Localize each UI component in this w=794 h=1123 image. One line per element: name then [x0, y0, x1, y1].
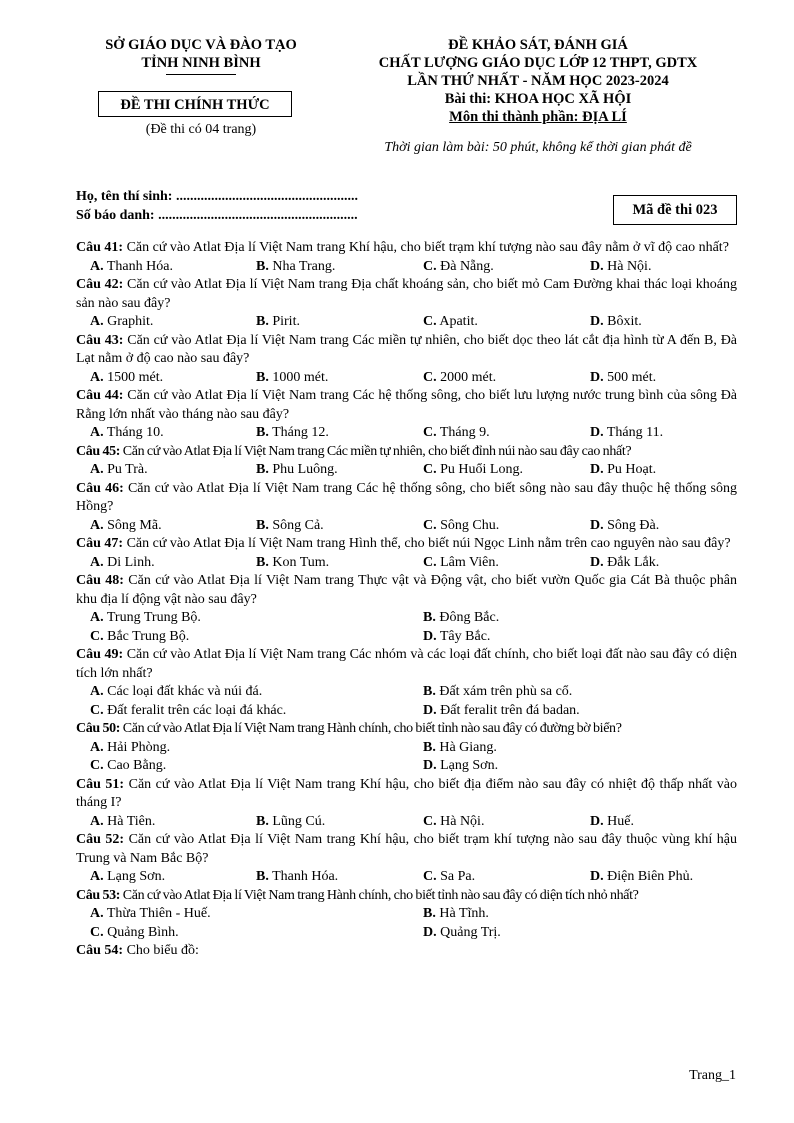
- answer-option: [423, 369, 496, 388]
- option-letter: C.: [90, 758, 104, 773]
- option-text: Pu Huổi Long.: [440, 462, 523, 477]
- option-letter: D.: [590, 258, 604, 274]
- answer-option: [90, 868, 165, 887]
- answer-option: [423, 905, 489, 924]
- question-item: [76, 572, 737, 646]
- option-text: Pu Hoạt.: [607, 462, 657, 477]
- answer-option: [423, 813, 484, 832]
- question-text: [76, 387, 737, 424]
- answer-option: [423, 757, 498, 776]
- answer-options: [76, 905, 737, 942]
- option-letter: A.: [90, 739, 104, 755]
- question-text: [76, 332, 737, 369]
- question-number: Câu 43:: [76, 332, 124, 348]
- question-number: Câu 52:: [76, 832, 125, 847]
- exam-title-line2: CHẤT LƯỢNG GIÁO DỤC LỚP 12 THPT, GDTX: [378, 55, 698, 71]
- option-text: Hà Giang.: [439, 739, 497, 755]
- answer-option: [256, 258, 335, 277]
- option-text: Tháng 11.: [606, 425, 664, 440]
- option-text: Hà Tĩnh.: [439, 906, 489, 921]
- answer-options: [76, 813, 737, 832]
- option-text: 1000 mét.: [272, 369, 329, 385]
- question-item: [76, 776, 737, 832]
- option-letter: D.: [590, 425, 604, 440]
- option-letter: A.: [90, 684, 104, 699]
- answer-option: [590, 313, 642, 332]
- option-text: Lâm Viên.: [440, 554, 499, 570]
- option-text: Đất xám trên phù sa cổ.: [439, 684, 573, 699]
- question-text: [76, 831, 737, 868]
- answer-option: [590, 369, 656, 388]
- option-letter: D.: [590, 517, 604, 533]
- question-item: [76, 720, 737, 776]
- option-letter: D.: [590, 869, 604, 884]
- option-text: Lạng Sơn.: [440, 758, 499, 773]
- question-text: [76, 535, 737, 554]
- question-item: [76, 887, 737, 943]
- question-number: Câu 47:: [76, 536, 124, 551]
- option-text: Phu Luông.: [272, 462, 338, 477]
- exam-test-name: Bài thi: KHOA HỌC XÃ HỘI: [444, 91, 632, 107]
- answer-option: [256, 517, 324, 536]
- option-letter: C.: [423, 462, 437, 477]
- option-letter: A.: [90, 462, 104, 477]
- header-divider: [166, 74, 236, 75]
- option-text: Hà Tiên.: [107, 813, 156, 829]
- option-text: Sông Chu.: [440, 517, 500, 533]
- question-stem: Cho biểu đồ:: [126, 943, 199, 958]
- question-number: Câu 49:: [76, 647, 124, 662]
- option-text: Các loại đất khác và núi đá.: [107, 684, 263, 699]
- option-letter: B.: [256, 314, 269, 329]
- answer-option: [590, 517, 659, 536]
- answer-option: [90, 683, 262, 702]
- option-letter: D.: [590, 462, 604, 477]
- answer-option: [256, 554, 329, 573]
- answer-options: [76, 313, 737, 332]
- option-text: Sa Pa.: [440, 869, 476, 884]
- answer-option: [423, 258, 494, 277]
- answer-option: [90, 369, 163, 388]
- option-letter: B.: [256, 462, 269, 477]
- question-item: [76, 443, 737, 480]
- option-text: Sông Đà.: [607, 517, 660, 533]
- option-letter: B.: [423, 684, 436, 699]
- question-number: Câu 44:: [76, 388, 124, 403]
- option-text: Đông Bắc.: [439, 610, 500, 625]
- province-name: TỈNH NINH BÌNH: [141, 55, 261, 71]
- question-number: Câu 53:: [76, 887, 121, 903]
- answer-option: [423, 628, 490, 647]
- answer-option: [423, 868, 475, 887]
- question-stem: Căn cứ vào Atlat Địa lí Việt Nam trang Thực vật và Động vật, cho biết vườn Quốc gia Cát Bà thuộc phân khu địa lí động vật nào sau đây?: [76, 573, 737, 607]
- answer-option: [423, 609, 499, 628]
- option-letter: B.: [256, 517, 269, 533]
- question-text: [76, 443, 737, 462]
- option-letter: B.: [423, 906, 436, 921]
- question-text: [76, 276, 737, 313]
- question-stem: Căn cứ vào Atlat Địa lí Việt Nam trang Hình thể, cho biết núi Ngọc Linh nằm trên cao nguyên nào sau đây?: [126, 536, 731, 551]
- question-stem: Căn cứ vào Atlat Địa lí Việt Nam trang Các miền tự nhiên, cho biết dọc theo lát cắt địa hình từ A đến B, Đà Lạt nằm ở độ cao nào sau đây?: [76, 332, 738, 366]
- option-text: Sông Cả.: [272, 517, 324, 533]
- question-stem: Căn cứ vào Atlat Địa lí Việt Nam trang Các hệ thống sông, cho biết sông nào sau đây thuộc hệ thống sông Hồng?: [76, 480, 737, 514]
- option-text: Điện Biên Phủ.: [607, 869, 694, 884]
- question-item: [76, 239, 737, 276]
- answer-option: [90, 739, 170, 758]
- question-number: Câu 42:: [76, 277, 124, 292]
- answer-option: [90, 424, 164, 443]
- answer-options: [76, 424, 737, 443]
- answer-options: [76, 739, 737, 776]
- option-text: Apatit.: [439, 314, 478, 329]
- option-letter: A.: [90, 425, 104, 440]
- question-stem: Căn cứ vào Atlat Địa lí Việt Nam trang Các nhóm và các loại đất chính, cho biết loại đất nào sau đây có diện tích lớn nhất?: [76, 647, 738, 681]
- option-letter: A.: [90, 258, 104, 274]
- question-number: Câu 46:: [76, 480, 124, 496]
- question-number: Câu 48:: [76, 573, 124, 588]
- answer-options: [76, 609, 737, 646]
- answer-options: [76, 258, 737, 277]
- question-number: Câu 51:: [76, 776, 125, 792]
- answer-option: [90, 813, 155, 832]
- option-text: Đất feralit trên đá badan.: [440, 702, 580, 718]
- answer-option: [90, 313, 153, 332]
- option-letter: B.: [423, 739, 436, 755]
- candidate-info: [76, 187, 358, 225]
- page-count-note: (Đề thi có 04 trang): [145, 122, 257, 137]
- option-text: Cao Bằng.: [107, 758, 167, 773]
- answer-options: [76, 683, 737, 720]
- option-text: Kon Tum.: [272, 554, 330, 570]
- answer-option: [256, 461, 338, 480]
- exam-code-box: Mã đề thi 023: [613, 195, 737, 225]
- option-letter: D.: [423, 628, 437, 644]
- answer-option: [256, 868, 338, 887]
- answer-option: [256, 369, 328, 388]
- option-text: 500 mét.: [607, 369, 657, 385]
- option-text: Quảng Trị.: [440, 924, 501, 940]
- option-letter: C.: [423, 425, 437, 440]
- option-letter: A.: [90, 906, 104, 921]
- exam-title-line3: LẦN THỨ NHẤT - NĂM HỌC 2023-2024: [407, 73, 669, 89]
- question-text: [76, 646, 737, 683]
- option-letter: C.: [423, 869, 437, 884]
- option-text: Di Linh.: [107, 554, 155, 570]
- question-item: [76, 535, 737, 572]
- option-letter: A.: [90, 369, 104, 385]
- option-letter: A.: [90, 813, 104, 829]
- question-number: Câu 54:: [76, 943, 124, 958]
- answer-option: [90, 609, 201, 628]
- question-item: [76, 942, 737, 961]
- option-text: Bôxit.: [607, 314, 642, 329]
- answer-option: [90, 905, 211, 924]
- option-text: Thanh Hóa.: [106, 258, 173, 274]
- option-letter: D.: [590, 813, 604, 829]
- question-stem: Căn cứ vào Atlat Địa lí Việt Nam trang Các hệ thống sông, cho biết lưu lượng nước trung bình của sông Đà Rằng lớn nhất vào tháng nào sau đây?: [76, 388, 738, 422]
- question-stem: Căn cứ vào Atlat Địa lí Việt Nam trang Địa chất khoáng sản, cho biết mỏ Cam Đường khai thác loại khoáng sản nào sau đây?: [76, 277, 737, 311]
- exam-subject: Môn thi thành phần: ĐỊA LÍ: [449, 109, 627, 125]
- department-name: SỞ GIÁO DỤC VÀ ĐÀO TẠO: [105, 37, 297, 53]
- answer-option: [423, 313, 478, 332]
- answer-option: [90, 461, 148, 480]
- question-stem: Căn cứ vào Atlat Địa lí Việt Nam trang Hành chính, cho biết tỉnh nào sau đây có đường bờ biển?: [122, 721, 622, 736]
- question-text: [76, 239, 737, 258]
- answer-options: [76, 369, 737, 388]
- answer-option: [590, 461, 656, 480]
- option-letter: B.: [256, 369, 269, 385]
- option-letter: C.: [90, 702, 104, 718]
- option-text: Lũng Cú.: [272, 813, 326, 829]
- answer-option: [90, 554, 155, 573]
- option-text: Tây Bắc.: [439, 628, 491, 644]
- option-letter: C.: [423, 314, 437, 329]
- option-text: Pirit.: [272, 314, 300, 329]
- option-text: Quảng Bình.: [107, 924, 179, 940]
- question-stem: Căn cứ vào Atlat Địa lí Việt Nam trang Các miền tự nhiên, cho biết đỉnh núi nào sau đây cao nhất?: [122, 443, 632, 459]
- option-text: Thanh Hóa.: [272, 869, 339, 884]
- option-text: Đà Nẵng.: [440, 258, 494, 274]
- option-text: Tháng 10.: [106, 425, 164, 440]
- answer-option: [90, 924, 179, 943]
- question-item: [76, 646, 737, 720]
- answer-option: [256, 813, 325, 832]
- question-text: [76, 776, 737, 813]
- option-letter: B.: [423, 610, 436, 625]
- question-number: Câu 45:: [76, 443, 121, 459]
- answer-option: [423, 702, 580, 721]
- option-letter: B.: [256, 258, 269, 274]
- exam-title-line1: ĐỀ KHẢO SÁT, ĐÁNH GIÁ: [448, 37, 628, 53]
- answer-options: [76, 461, 737, 480]
- question-text: [76, 572, 737, 609]
- option-text: Đất feralit trên các loại đá khác.: [107, 702, 287, 718]
- option-text: Thừa Thiên - Huế.: [106, 906, 211, 921]
- option-letter: A.: [90, 554, 104, 570]
- answer-option: [590, 424, 663, 443]
- answer-option: [90, 517, 162, 536]
- answer-option: [423, 424, 490, 443]
- question-item: [76, 480, 737, 536]
- option-text: Trung Trung Bộ.: [106, 610, 201, 625]
- option-text: Hải Phòng.: [107, 739, 171, 755]
- option-letter: C.: [423, 258, 437, 274]
- exam-title-block: [330, 36, 746, 126]
- answer-options: [76, 554, 737, 573]
- answer-option: [423, 739, 497, 758]
- candidate-name-line: Họ, tên thí sinh: ....................................................: [76, 189, 358, 204]
- answer-option: [423, 517, 499, 536]
- question-text: [76, 942, 737, 961]
- answer-option: [90, 258, 173, 277]
- question-number: Câu 41:: [76, 240, 124, 255]
- option-text: 1500 mét.: [107, 369, 164, 385]
- option-letter: B.: [256, 554, 269, 570]
- option-text: Lạng Sơn.: [107, 869, 166, 884]
- option-letter: A.: [90, 610, 104, 625]
- option-letter: C.: [423, 517, 437, 533]
- answer-option: [423, 924, 501, 943]
- question-text: [76, 720, 737, 739]
- time-note: Thời gian làm bài: 50 phút, không kể thời gian phát đề: [384, 140, 692, 155]
- question-item: [76, 276, 737, 332]
- question-list: [76, 239, 737, 961]
- question-item: [76, 387, 737, 443]
- option-letter: B.: [256, 813, 269, 829]
- option-letter: D.: [590, 314, 604, 329]
- option-letter: D.: [590, 369, 604, 385]
- option-text: Hà Nội.: [440, 813, 485, 829]
- candidate-id-line: Số báo danh: .........................................................: [76, 208, 358, 223]
- question-number: Câu 50:: [76, 721, 121, 736]
- official-exam-label: ĐỀ THI CHÍNH THỨC: [98, 91, 292, 117]
- option-letter: C.: [423, 554, 437, 570]
- option-letter: A.: [90, 314, 104, 329]
- answer-option: [590, 258, 651, 277]
- option-letter: C.: [423, 813, 437, 829]
- option-text: Tháng 12.: [272, 425, 329, 440]
- option-letter: D.: [590, 554, 604, 570]
- answer-option: [90, 628, 189, 647]
- answer-options: [76, 868, 737, 887]
- issuer-block: [76, 36, 326, 75]
- option-text: Graphit.: [107, 314, 154, 329]
- question-stem: Căn cứ vào Atlat Địa lí Việt Nam trang Khí hậu, cho biết trạm khí tượng nào sau đây nằm ở vĩ độ cao nhất?: [126, 240, 729, 255]
- answer-option: [90, 757, 166, 776]
- answer-option: [590, 554, 659, 573]
- page-number: Trang_1: [689, 1068, 736, 1083]
- question-item: [76, 332, 737, 388]
- question-item: [76, 831, 737, 887]
- option-letter: D.: [423, 924, 437, 940]
- option-letter: B.: [256, 869, 269, 884]
- answer-option: [423, 683, 572, 702]
- answer-option: [590, 868, 693, 887]
- option-letter: D.: [423, 758, 437, 773]
- question-stem: Căn cứ vào Atlat Địa lí Việt Nam trang Khí hậu, cho biết địa điểm nào sau đây có nhiệt độ thấp nhất vào tháng I?: [76, 776, 738, 810]
- answer-option: [256, 424, 329, 443]
- option-text: Pu Trà.: [107, 462, 148, 477]
- answer-option: [256, 313, 300, 332]
- answer-options: [76, 517, 737, 536]
- option-text: Hà Nội.: [607, 258, 652, 274]
- option-text: Bắc Trung Bộ.: [107, 628, 190, 644]
- option-text: 2000 mét.: [440, 369, 497, 385]
- question-text: [76, 887, 737, 906]
- option-letter: C.: [90, 628, 104, 644]
- question-stem: Căn cứ vào Atlat Địa lí Việt Nam trang Khí hậu, cho biết trạm khí tượng nào sau đây thuộc vùng khí hậu Trung và Nam Bắc Bộ?: [76, 832, 738, 866]
- answer-option: [590, 813, 634, 832]
- option-letter: D.: [423, 702, 437, 718]
- option-text: Sông Mã.: [107, 517, 162, 533]
- question-text: [76, 480, 737, 517]
- option-letter: A.: [90, 869, 104, 884]
- answer-option: [90, 702, 286, 721]
- answer-option: [423, 461, 523, 480]
- question-stem: Căn cứ vào Atlat Địa lí Việt Nam trang Hành chính, cho biết tỉnh nào sau đây có diện tích nhỏ nhất?: [122, 887, 639, 903]
- option-text: Huế.: [607, 813, 634, 829]
- option-letter: B.: [256, 425, 269, 440]
- option-letter: C.: [423, 369, 437, 385]
- option-text: Tháng 9.: [439, 425, 490, 440]
- option-text: Nha Trang.: [272, 258, 336, 274]
- option-text: Đắk Lắk.: [607, 554, 660, 570]
- answer-option: [423, 554, 499, 573]
- option-letter: C.: [90, 924, 104, 940]
- option-letter: A.: [90, 517, 104, 533]
